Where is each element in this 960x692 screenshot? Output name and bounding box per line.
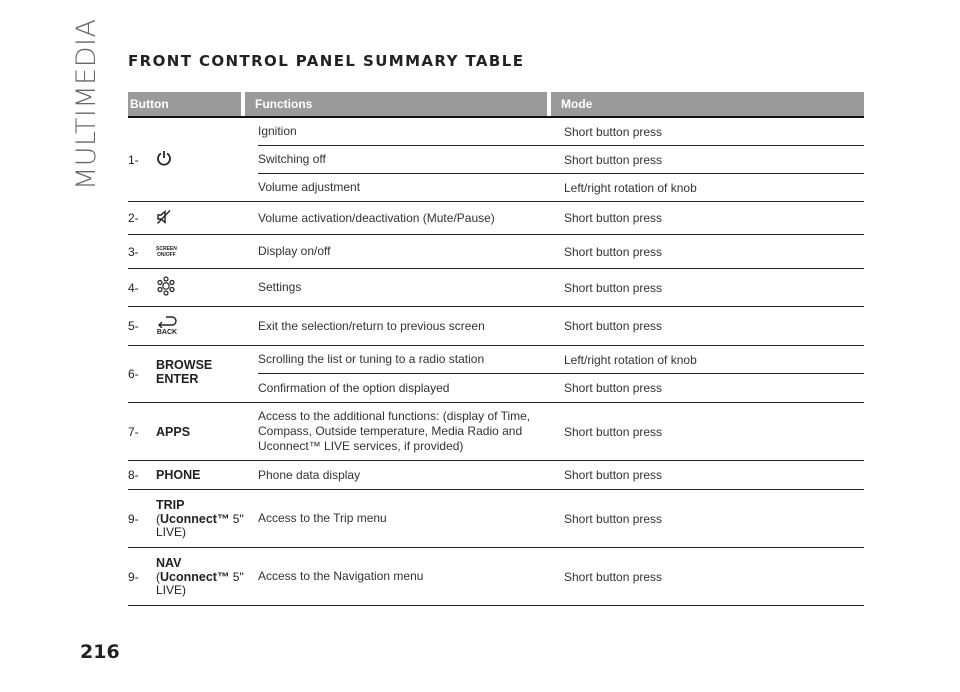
function-row — [258, 202, 864, 234]
row-button-cell — [128, 490, 258, 547]
row-button-cell — [128, 548, 258, 605]
function-text: Switching off — [258, 152, 326, 166]
mode-text: Short button press — [564, 244, 663, 259]
function-text: Volume activation/deactivation (Mute/Pause) — [258, 210, 495, 225]
row-button-cell — [128, 202, 258, 234]
function-text: Settings — [258, 280, 302, 294]
function-text: Access to the additional functions: (display of Time, Compass, Outside temperature, Media Radio and Uconnect™ LIVE services, if provided) — [258, 409, 531, 453]
table-row — [128, 403, 864, 461]
function-row — [258, 118, 864, 146]
mode-text: Short button press — [564, 152, 663, 167]
note-rest: LIVE) — [156, 525, 187, 539]
row-button-cell — [128, 269, 258, 306]
screen-icon-line-2: ON/OFF — [156, 251, 176, 258]
note-open: ( — [156, 512, 160, 526]
section-side-label: MULTIMEDIA — [71, 18, 102, 190]
function-text: Access to the Trip menu — [258, 511, 387, 525]
note-brand: Uconnect™ — [160, 570, 230, 584]
table-row — [128, 202, 864, 235]
function-text: Confirmation of the option displayed — [258, 380, 450, 395]
row-button-cell — [128, 403, 258, 460]
function-text: Scrolling the list or tuning to a radio station — [258, 352, 485, 366]
function-row — [258, 307, 864, 345]
mode-text: Short button press — [564, 511, 663, 526]
row-number: 1- — [128, 152, 139, 167]
row-number: 9- — [128, 569, 139, 584]
row-number: 4- — [128, 280, 139, 295]
function-text: Access to the Navigation menu — [258, 569, 424, 583]
trip-label — [156, 498, 244, 539]
browse-enter-label — [156, 358, 212, 386]
function-row — [258, 269, 864, 306]
mode-text: Short button press — [564, 381, 663, 395]
apps-label: APPS — [156, 424, 191, 439]
function-text: Ignition — [258, 124, 297, 138]
row-number: 7- — [128, 424, 139, 439]
mode-text: Short button press — [564, 124, 663, 139]
mode-text: Short button press — [564, 569, 663, 584]
screen-onoff-icon — [156, 246, 177, 258]
table-row — [128, 346, 864, 403]
row-number: 2- — [128, 211, 139, 225]
table-row — [128, 118, 864, 202]
enter-label: ENTER — [156, 372, 199, 386]
mute-icon — [156, 209, 172, 228]
function-row — [258, 346, 864, 374]
function-row — [258, 235, 864, 268]
mode-text: Short button press — [564, 211, 663, 225]
page-title: FRONT CONTROL PANEL SUMMARY TABLE — [128, 52, 525, 70]
page-number: 216 — [80, 641, 120, 663]
table-row — [128, 307, 864, 346]
row-number: 3- — [128, 244, 139, 259]
table-row — [128, 548, 864, 606]
row-number: 6- — [128, 367, 139, 381]
function-text: Display on/off — [258, 244, 331, 258]
summary-table — [128, 92, 864, 606]
function-row — [258, 146, 864, 174]
power-icon — [156, 150, 172, 169]
back-icon — [156, 316, 178, 337]
table-row — [128, 235, 864, 269]
table-row — [128, 269, 864, 307]
function-row — [258, 403, 864, 460]
nav-title: NAV — [156, 556, 182, 570]
browse-label: BROWSE — [156, 358, 213, 372]
row-number: 8- — [128, 468, 139, 482]
mode-text: Left/right rotation of knob — [564, 352, 697, 367]
row-button-cell — [128, 235, 258, 268]
mode-text: Short button press — [564, 319, 663, 333]
row-button-cell — [128, 307, 258, 345]
row-number: 9- — [128, 511, 139, 526]
row-button-cell — [128, 461, 258, 489]
table-row — [128, 490, 864, 548]
row-number: 5- — [128, 319, 139, 333]
table-row — [128, 461, 864, 490]
function-row — [258, 490, 864, 547]
note-size: 5" — [229, 570, 244, 584]
mode-text: Left/right rotation of knob — [564, 180, 697, 195]
function-text: Exit the selection/return to previous screen — [258, 318, 485, 333]
row-button-cell — [128, 118, 258, 201]
screen-icon-line-1: SCREEN — [156, 245, 177, 252]
function-row — [258, 548, 864, 605]
mode-text: Short button press — [564, 468, 663, 482]
function-text: Volume adjustment — [258, 180, 361, 194]
note-size: 5" — [229, 512, 244, 526]
mode-text: Short button press — [564, 280, 663, 295]
function-row — [258, 461, 864, 489]
trip-title: TRIP — [156, 498, 185, 512]
settings-gear-icon — [156, 276, 176, 299]
row-button-cell — [128, 346, 258, 402]
function-row — [258, 174, 864, 201]
nav-label — [156, 556, 244, 597]
note-open: ( — [156, 570, 160, 584]
function-row — [258, 374, 864, 402]
back-icon-label: BACK — [156, 328, 178, 336]
header-functions: Functions — [245, 92, 551, 116]
function-text: Phone data display — [258, 467, 361, 482]
table-header — [128, 92, 864, 118]
header-mode: Mode — [561, 97, 593, 111]
note-brand: Uconnect™ — [160, 512, 230, 526]
phone-label: PHONE — [156, 468, 201, 482]
header-button: Button — [128, 92, 245, 116]
mode-text: Short button press — [564, 424, 663, 439]
note-rest: LIVE) — [156, 583, 187, 597]
